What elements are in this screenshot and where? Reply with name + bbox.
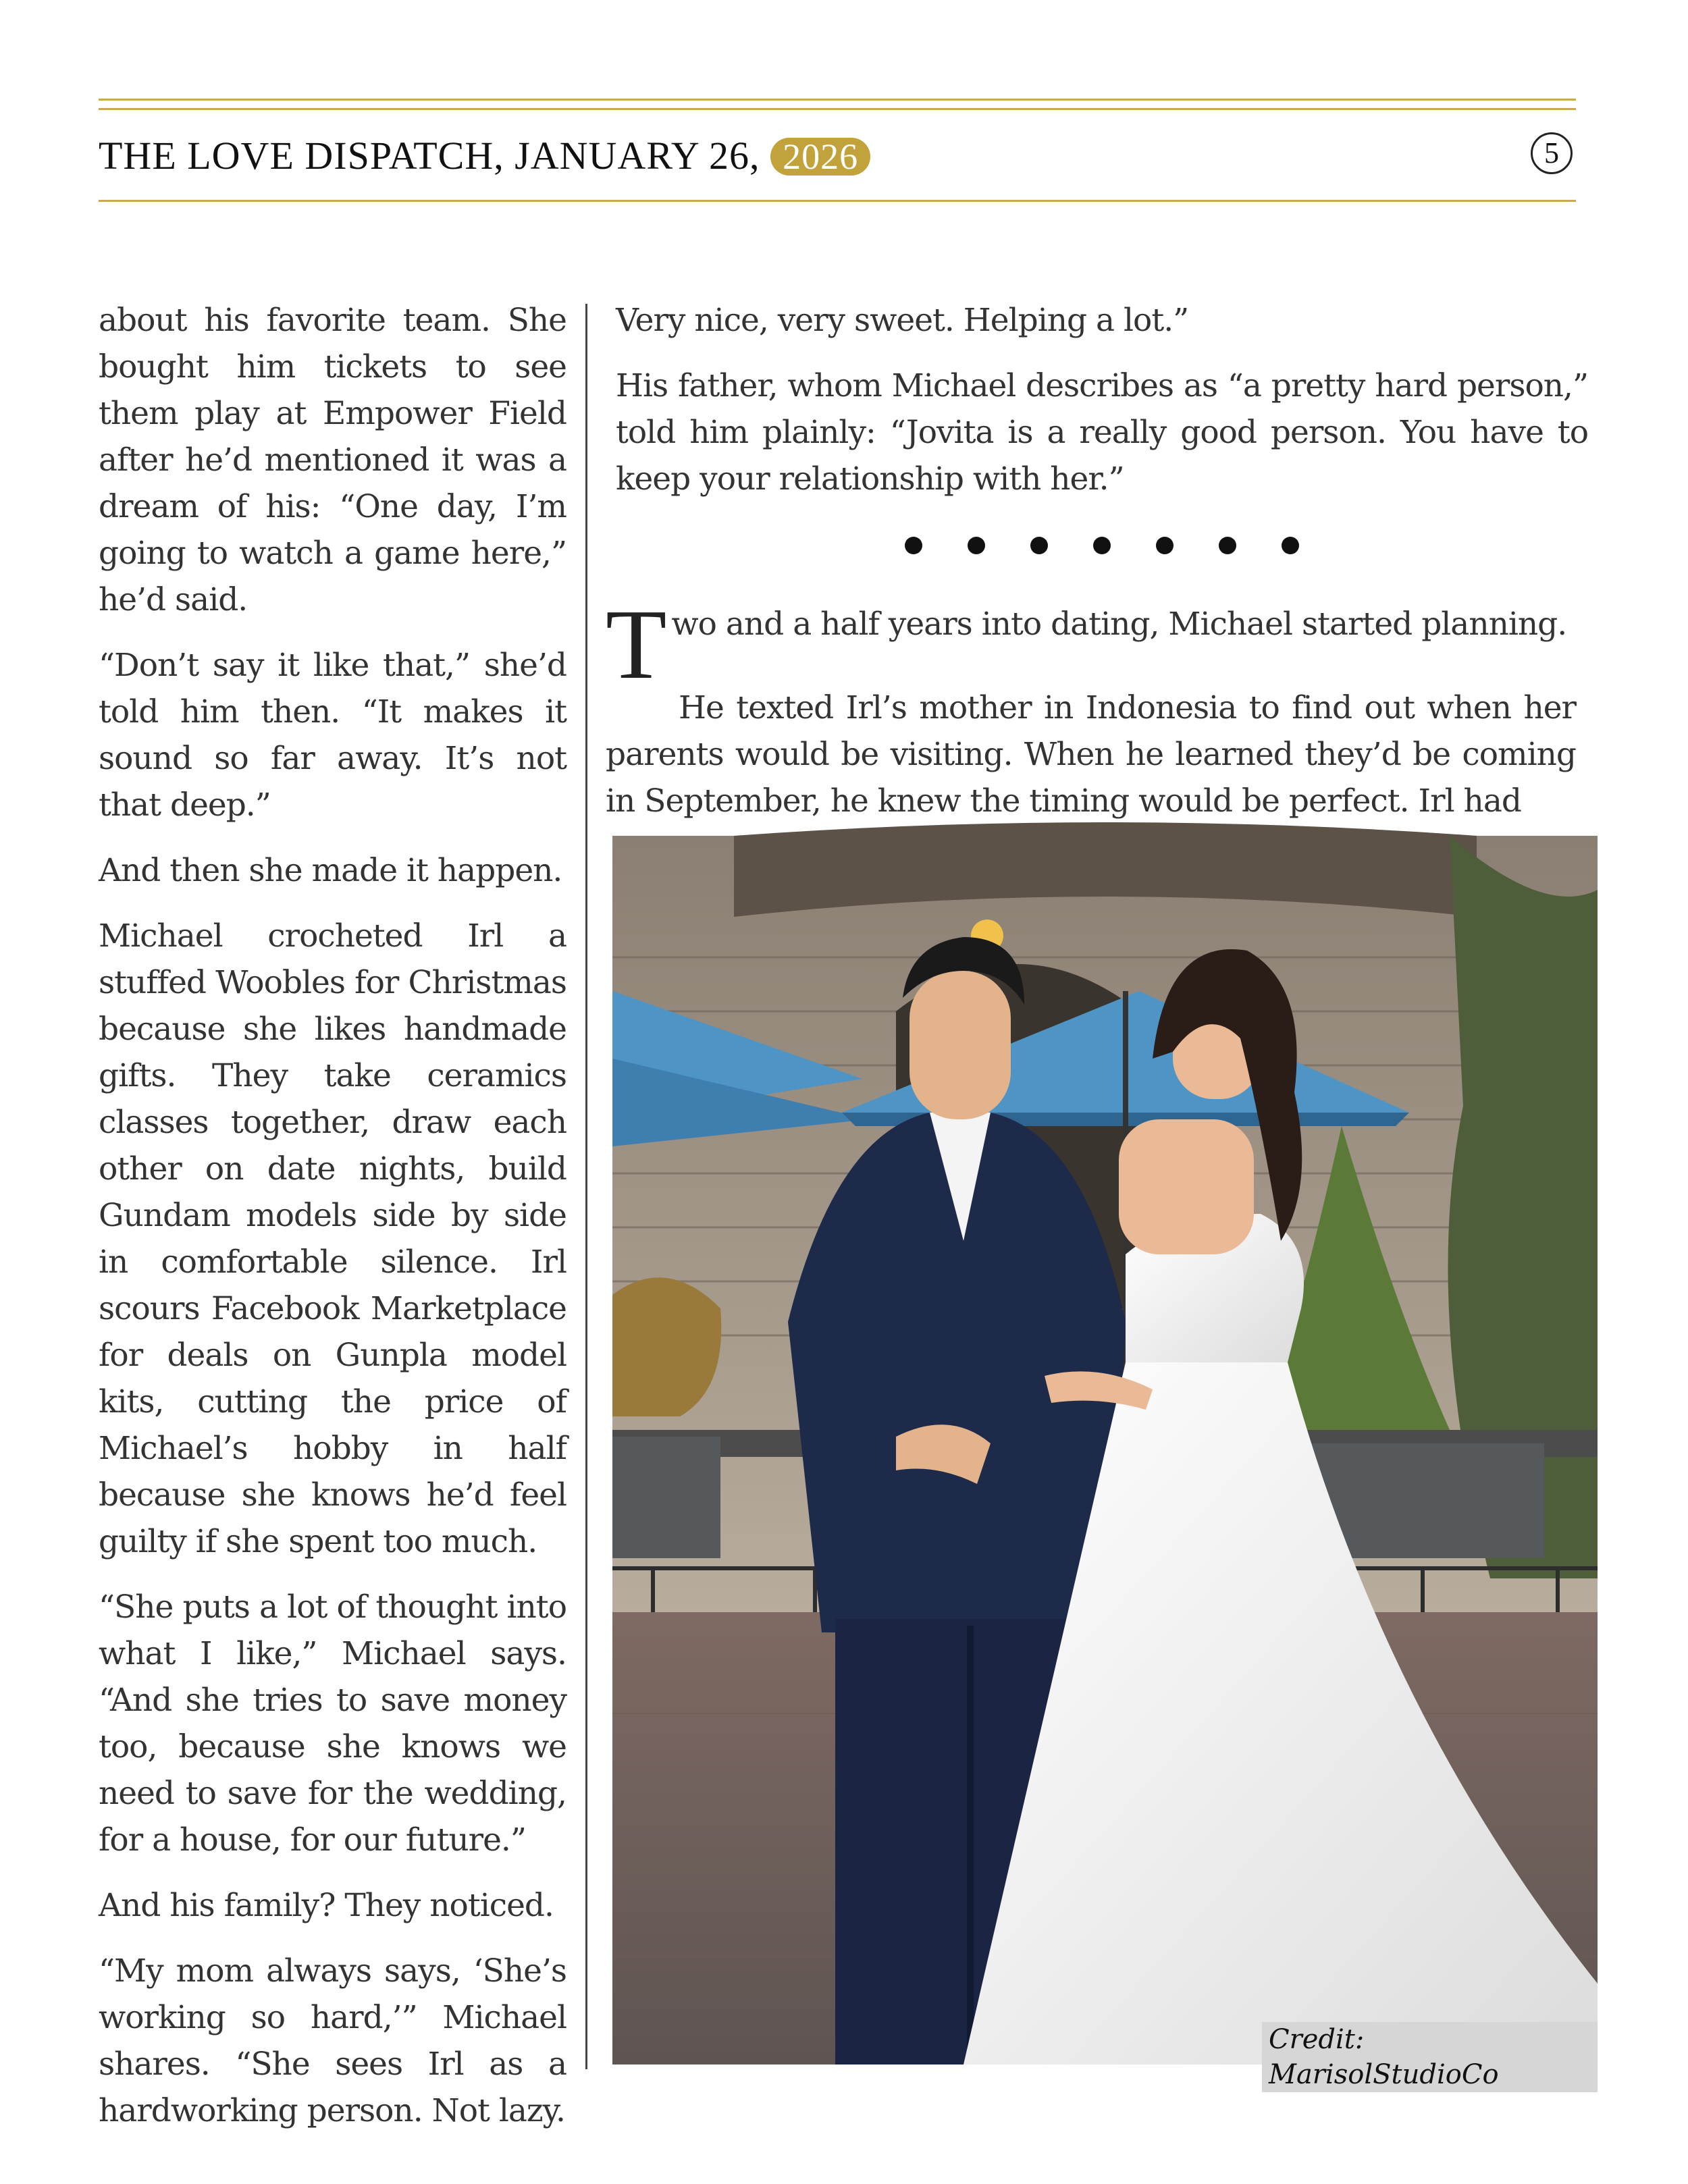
section-break-dots xyxy=(905,537,1299,554)
story-continuation xyxy=(606,589,1576,843)
paragraph: And his family? They noticed. xyxy=(99,1887,554,1924)
paragraph: His father, whom Michael describes as “a pretty hard person,” told him plainly: “Jovita is a really good person. You have to keep your relationship with her.” xyxy=(616,367,1588,498)
paragraph: “She puts a lot of thought into what I like,” Michael says. “And she tries to save money too, because she knows we need to save for the wedding, for a house, for our future.” xyxy=(99,1589,566,1859)
paragraph: He texted Irl’s mother in Indonesia to find out when her parents would be visiting. When he learned they’d be coming in September, he knew the timing would be perfect. Irl had xyxy=(606,689,1576,820)
publication-title: THE LOVE DISPATCH, JANUARY 26, xyxy=(99,134,760,178)
paragraph: Very nice, very sweet. Helping a lot.” xyxy=(616,302,1189,339)
couple-photo xyxy=(612,836,1598,2090)
paragraph: “My mom always says, ‘She’s working so hard,’” Michael shares. “She sees Irl as a hardworking person. Not lazy. xyxy=(99,1952,566,2129)
photo-credit: Credit: MarisolStudioCo xyxy=(1262,2022,1598,2092)
year-badge: 2026 xyxy=(770,138,870,176)
paragraph: And then she made it happen. xyxy=(99,852,562,889)
couple-photo-illustration xyxy=(612,836,1598,2065)
page-number: 5 xyxy=(1531,132,1573,174)
left-column xyxy=(99,297,566,2153)
masthead xyxy=(99,132,870,180)
drop-cap: T xyxy=(606,589,666,700)
column-divider xyxy=(585,304,587,2069)
header-bottom-rule xyxy=(99,200,1576,202)
right-column xyxy=(616,297,1588,521)
paragraph: “Don’t say it like that,” she’d told him then. “It makes it sound so far away. It’s not that deep.” xyxy=(99,647,566,824)
paragraph: Michael crocheted Irl a stuffed Woobles for Christmas because she likes handmade gifts. They take ceramics classes together, draw each other on date nights, build Gundam models side by side in comfortable silence. Irl scours Facebook Marketplace for deals on Gunpla model kits, cutting the price of Michael’s hobby in half because she knows he’d feel guilty if she spent too much. xyxy=(99,917,566,1560)
paragraph: about his favorite team. She bought him tickets to see them play at Empower Field after he’d mentioned it was a dream of his: “One day, I’m going to watch a game here,” he’d said. xyxy=(99,302,566,618)
header-top-rule xyxy=(99,99,1576,101)
paragraph: wo and a half years into dating, Michael started planning. xyxy=(671,606,1567,643)
header-top-rule-inner xyxy=(99,108,1576,110)
